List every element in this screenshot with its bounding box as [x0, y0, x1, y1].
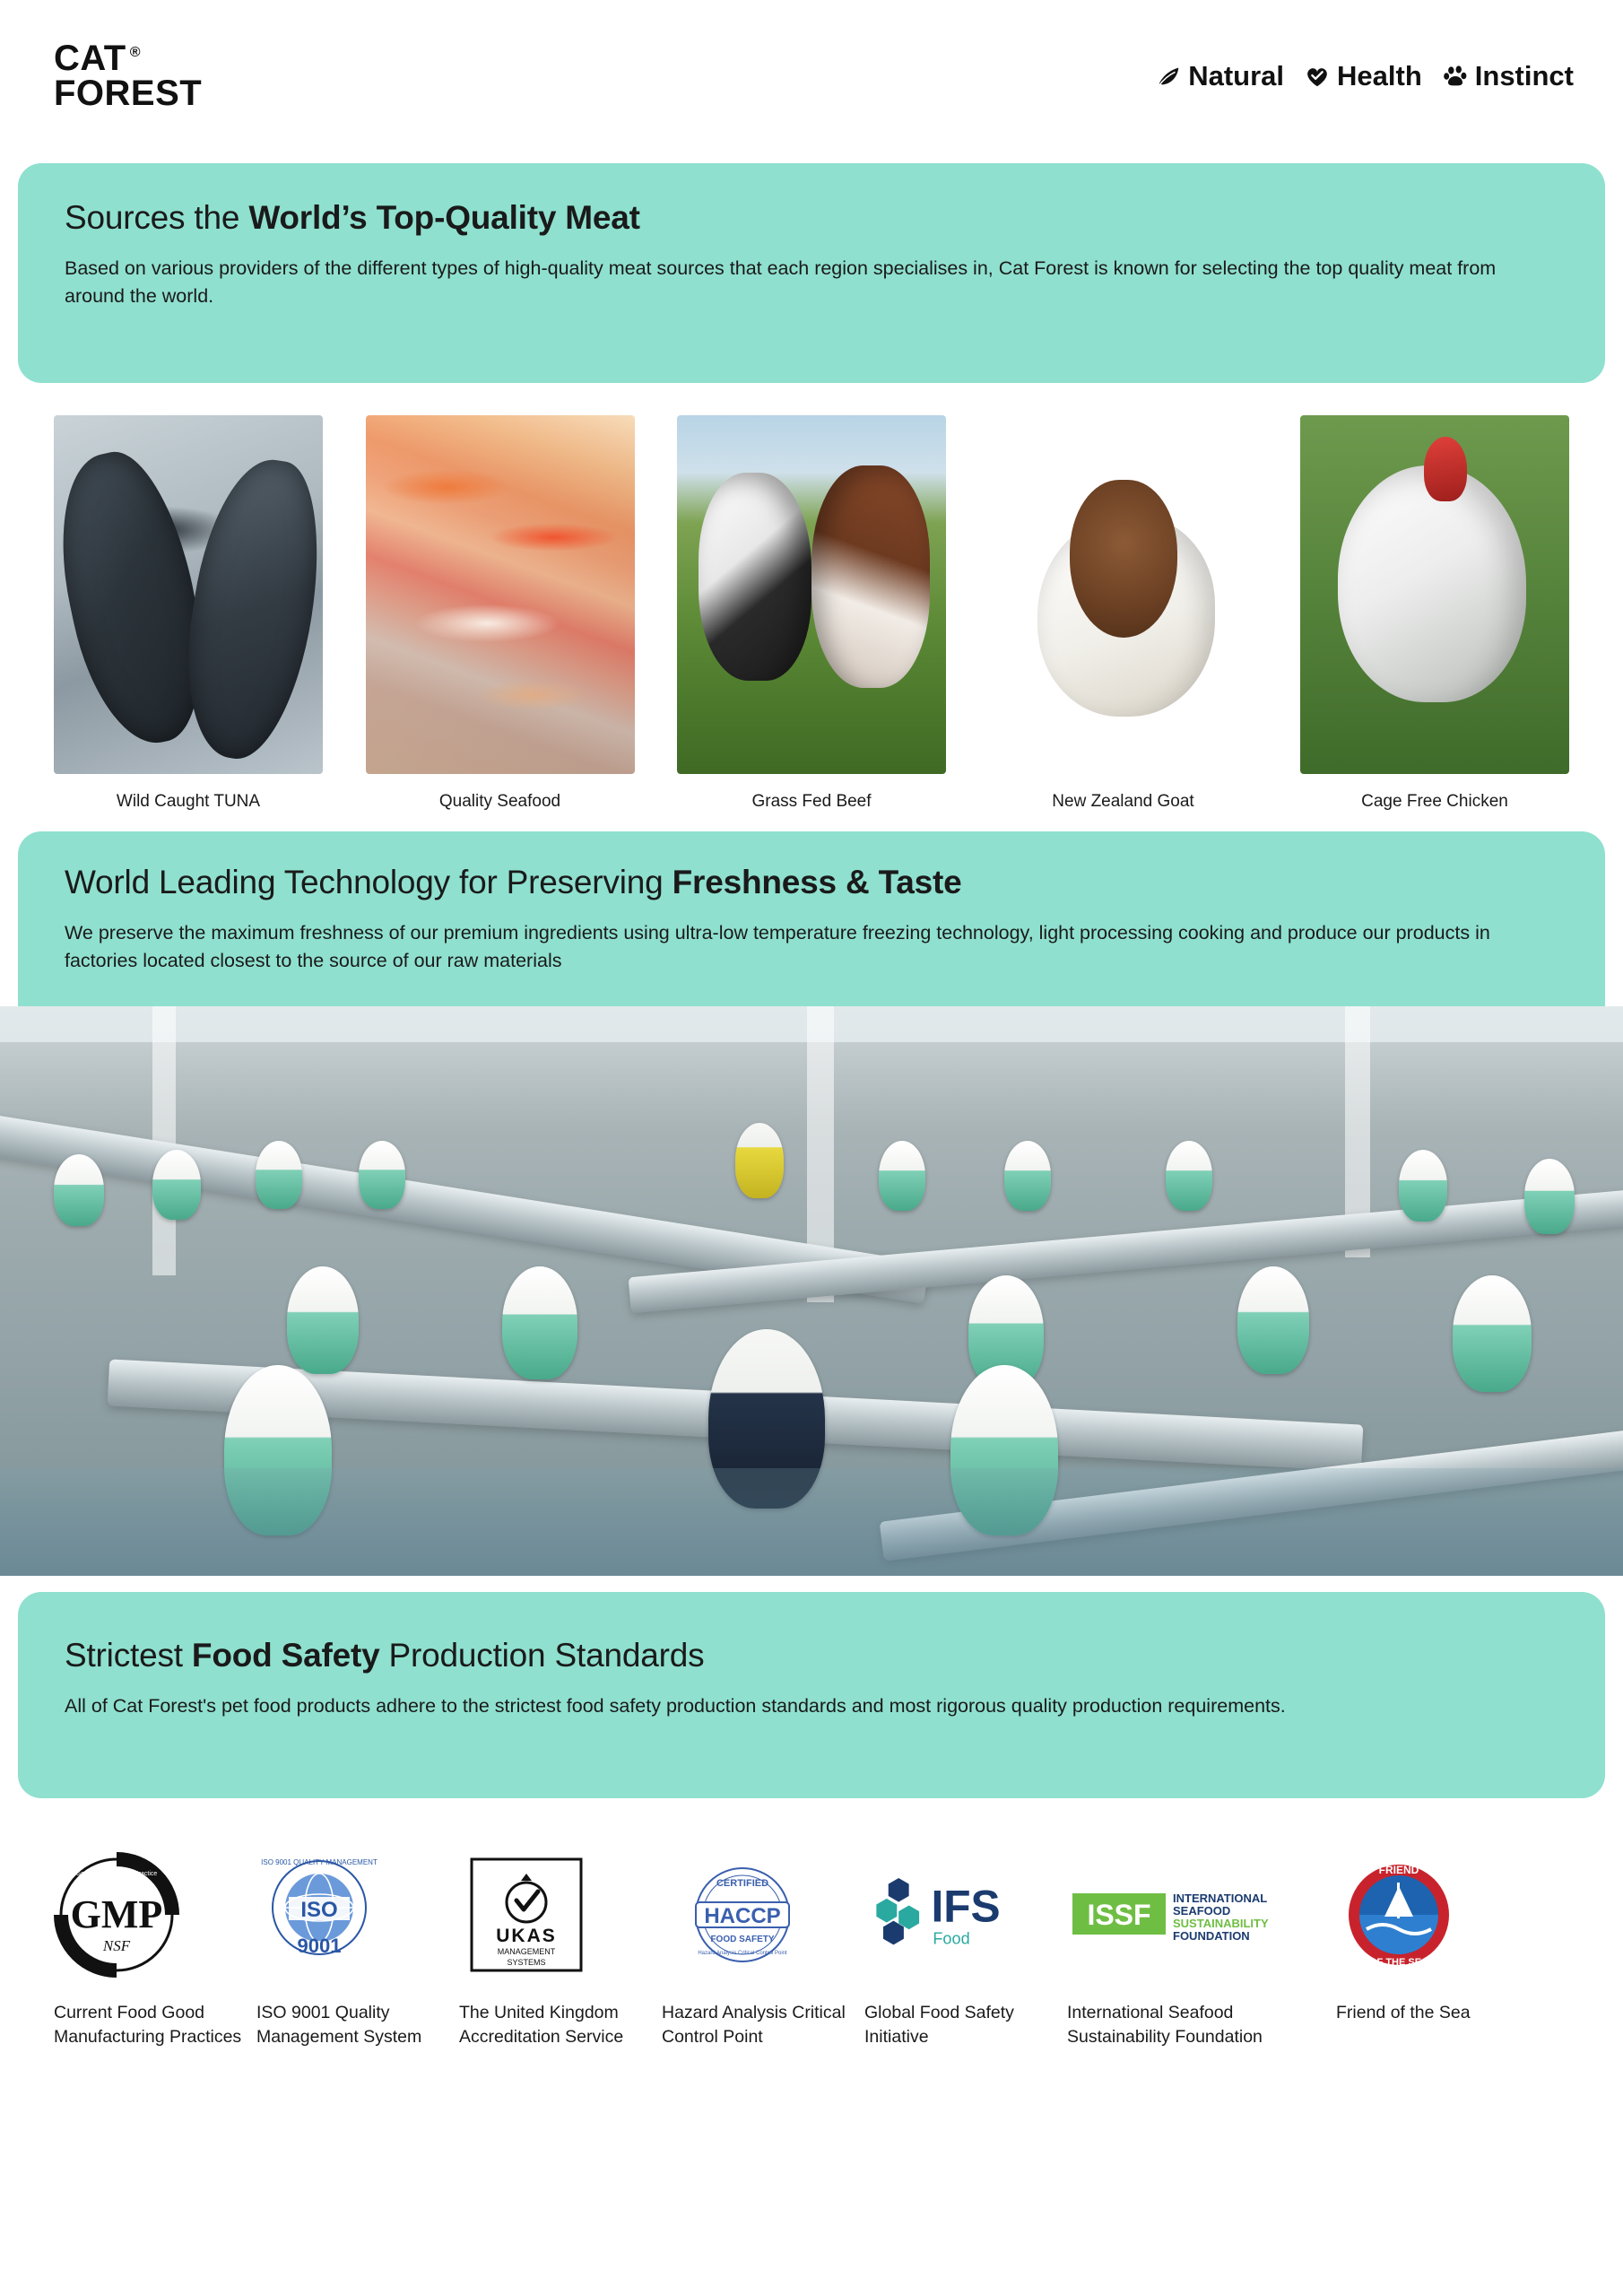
svg-text:GMP: GMP	[70, 1892, 163, 1936]
certification-label: Hazard Analysis Critical Control Point	[662, 2003, 846, 2047]
svg-text:UKAS: UKAS	[496, 1926, 557, 1946]
meat-card	[677, 415, 946, 812]
svg-text:OF THE SEA: OF THE SEA	[1368, 1957, 1429, 1968]
haccp-logo	[662, 1852, 850, 1978]
meat-card	[989, 415, 1258, 812]
meat-card	[1300, 415, 1569, 812]
section-heading-freshness	[65, 864, 1558, 901]
brand-logo-line1: CAT	[54, 38, 126, 78]
section-banner-food-safety	[18, 1592, 1605, 1798]
registered-trademark-icon: ®	[129, 45, 142, 61]
certification-item	[1336, 1852, 1539, 2049]
brand-logo[interactable]	[54, 38, 203, 113]
tagline-label-natural: Natural	[1188, 60, 1285, 91]
tagline-item-instinct	[1442, 60, 1574, 92]
svg-text:NSF: NSF	[102, 1937, 131, 1954]
factory-worker	[287, 1266, 359, 1374]
svg-text:Good Manufacturing Practice: Good Manufacturing Practice	[75, 1871, 158, 1877]
beef-cattle-photo	[677, 415, 946, 774]
leaf-icon	[1155, 63, 1182, 90]
factory-worker	[1237, 1266, 1309, 1374]
gmp-logo	[54, 1852, 242, 1978]
svg-text:INTERNATIONAL: INTERNATIONAL	[1173, 1892, 1268, 1905]
page-header	[0, 0, 1623, 152]
brand-tagline	[1155, 60, 1574, 92]
svg-text:ISO 9001 QUALITY MANAGEMENT: ISO 9001 QUALITY MANAGEMENT	[261, 1858, 378, 1866]
meat-card-label: Quality Seafood	[438, 792, 561, 811]
meat-card	[54, 415, 323, 812]
svg-text:IFS: IFS	[931, 1881, 1001, 1932]
meat-card	[366, 415, 635, 812]
section-heading-meat-sources	[65, 199, 1558, 237]
section-banner-freshness	[18, 831, 1605, 1006]
svg-text:FRIEND: FRIEND	[1378, 1864, 1419, 1876]
svg-text:FOUNDATION: FOUNDATION	[1173, 1929, 1250, 1943]
tagline-item-health	[1304, 60, 1422, 92]
ukas-logo	[459, 1852, 647, 1978]
tagline-label-instinct: Instinct	[1474, 60, 1574, 91]
svg-text:ISO: ISO	[300, 1898, 338, 1922]
meat-card-label: Cage Free Chicken	[1361, 792, 1508, 811]
certification-item	[1067, 1852, 1336, 2049]
svg-text:FOOD SAFETY: FOOD SAFETY	[710, 1935, 775, 1944]
factory-worker	[256, 1141, 302, 1209]
goat-photo	[989, 415, 1258, 774]
ifs-food-logo	[864, 1852, 1053, 1978]
svg-text:CERTIFIED: CERTIFIED	[716, 1878, 769, 1889]
tagline-label-health: Health	[1337, 60, 1422, 91]
brand-logo-line2: FOREST	[54, 74, 203, 113]
section-body-freshness: We preserve the maximum freshness of our premium ingredients using ultra-low temperature freezing technology, light processing cooking and produce our products in factories located closest to the source of our raw materials	[65, 922, 1490, 971]
certification-item	[864, 1852, 1067, 2049]
certification-label: Friend of the Sea	[1336, 2003, 1471, 2022]
factory-worker	[54, 1154, 104, 1226]
tuna-photo	[54, 415, 323, 774]
svg-text:Hazard Analysis Critical Contr: Hazard Analysis Critical Control Point	[698, 1951, 787, 1956]
heading-text-bold: World’s Top-Quality Meat	[248, 199, 640, 236]
section-heading-food-safety	[65, 1637, 1558, 1674]
friend-of-the-sea-logo	[1336, 1852, 1524, 1978]
svg-text:SUSTAINABILITY: SUSTAINABILITY	[1173, 1917, 1269, 1930]
issf-logo	[1067, 1852, 1322, 1978]
chicken-photo	[1300, 415, 1569, 774]
certification-item	[459, 1852, 662, 2049]
tagline-item-natural	[1155, 60, 1284, 92]
heart-check-icon	[1304, 63, 1331, 90]
heading-text-plain: World Leading Technology for Preserving	[65, 864, 673, 900]
meat-card-label: Grass Fed Beef	[751, 792, 872, 811]
factory-worker	[502, 1266, 577, 1379]
svg-text:MANAGEMENT: MANAGEMENT	[497, 1947, 556, 1956]
meat-card-label: New Zealand Goat	[1052, 792, 1194, 811]
seafood-photo	[366, 415, 635, 774]
certification-item	[256, 1852, 459, 2049]
certification-label: International Seafood Sustainability Foundation	[1067, 2003, 1263, 2047]
factory-worker	[1166, 1141, 1212, 1211]
heading-text-plain-2: Production Standards	[379, 1637, 705, 1674]
certifications-row	[0, 1798, 1623, 2049]
certification-label: ISO 9001 Quality Management System	[256, 2003, 422, 2047]
heading-text-plain: Sources the	[65, 199, 249, 236]
section-banner-meat-sources	[18, 163, 1605, 383]
svg-text:Food: Food	[933, 1929, 970, 1948]
paw-icon	[1442, 63, 1469, 90]
factory-worker	[359, 1141, 405, 1209]
factory-production-line-photo	[0, 1006, 1623, 1576]
svg-text:ISSF: ISSF	[1087, 1899, 1151, 1931]
factory-floor	[0, 1468, 1623, 1576]
section-body-food-safety: All of Cat Forest's pet food products adhere to the strictest food safety production standards and most rigorous quality production requirements.	[65, 1695, 1286, 1717]
svg-text:9001: 9001	[297, 1935, 342, 1957]
factory-worker	[1004, 1141, 1051, 1211]
meat-card-label: Wild Caught TUNA	[116, 792, 261, 811]
factory-worker	[879, 1141, 925, 1211]
certification-item	[54, 1852, 256, 2049]
svg-text:HACCP: HACCP	[704, 1904, 781, 1928]
factory-worker	[1524, 1159, 1575, 1234]
certification-label: The United Kingdom Accreditation Service	[459, 2003, 624, 2047]
factory-supervisor	[735, 1123, 784, 1198]
certification-label: Current Food Good Manufacturing Practices	[54, 2003, 242, 2047]
meat-sources-gallery	[0, 383, 1623, 812]
svg-text:SEAFOOD: SEAFOOD	[1173, 1904, 1231, 1918]
heading-text-plain: Strictest	[65, 1637, 192, 1674]
svg-text:SYSTEMS: SYSTEMS	[507, 1958, 546, 1967]
iso-9001-logo	[256, 1852, 445, 1978]
heading-text-bold: Freshness & Taste	[672, 864, 962, 900]
certification-label: Global Food Safety Initiative	[864, 2003, 1014, 2047]
heading-text-bold: Food Safety	[191, 1637, 380, 1674]
factory-worker	[152, 1150, 201, 1220]
section-body-meat-sources: Based on various providers of the different types of high-quality meat sources that each region specialises in, Cat Forest is known for selecting the top quality meat from around the world.	[65, 257, 1497, 307]
factory-worker	[1453, 1275, 1532, 1392]
certification-item	[662, 1852, 864, 2049]
factory-worker	[1399, 1150, 1447, 1222]
